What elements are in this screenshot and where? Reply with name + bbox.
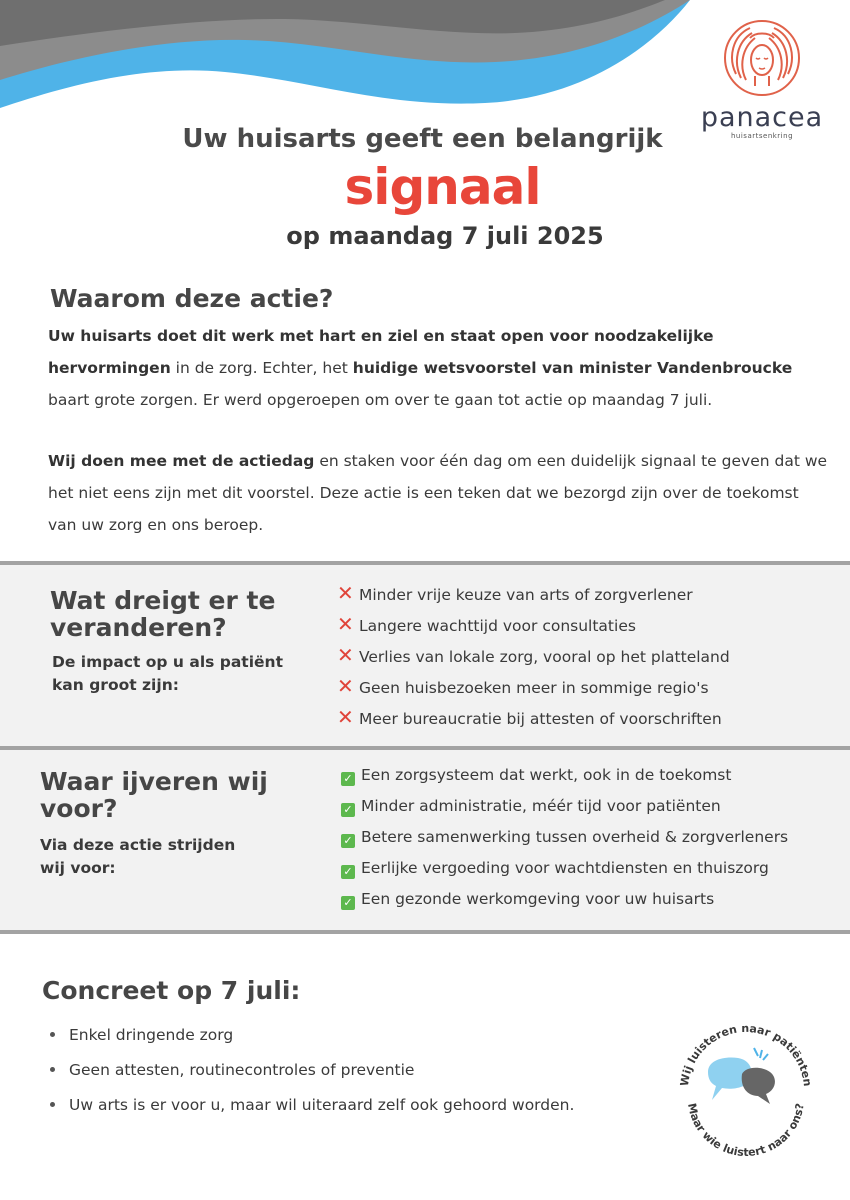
threat-subtitle: [52, 651, 283, 697]
list-item: ✓ Betere samenwerking tussen overheid & zorgverleners: [341, 822, 788, 853]
logo-wordmark: panacea: [700, 102, 824, 133]
list-item: ✕ Geen huisbezoeken meer in sommige regio's: [337, 671, 730, 702]
why-p1-text-1: in de zorg. Echter, het: [170, 359, 353, 377]
list-item: ✓ Een gezonde werkomgeving voor uw huisarts: [341, 884, 788, 915]
checkmark-icon: ✓: [341, 865, 355, 879]
svg-text:Maar wie luistert naar ons?: [685, 1102, 807, 1159]
strive-subtitle: [40, 834, 235, 880]
concrete-title: Concreet op 7 juli:: [42, 976, 301, 1005]
why-p2-text: en staken voor één dag om een duidelijk signaal te geven dat we het niet eens zijn met dit voorstel. Deze actie is een teken dat we bezorgd zijn over de toekomst van uw zorg en ons beroep.: [48, 452, 828, 534]
strive-title-line-2: voor?: [40, 793, 118, 823]
checkmark-icon: ✓: [341, 772, 355, 786]
threat-title: [50, 588, 275, 642]
header-line-1: Uw huisarts geeft een belangrijk: [182, 124, 663, 154]
divider-3: [0, 930, 850, 934]
threat-subtitle-line-1: De impact op u als patiënt: [52, 653, 283, 671]
list-item: Uw arts is er voor u, maar wil uiteraard zelf ook gehoord worden.: [50, 1088, 574, 1123]
threat-title-line-2: veranderen?: [50, 612, 227, 642]
why-p2-bold: Wij doen mee met de actiedag: [48, 452, 315, 470]
list-item: ✕ Meer bureaucratie bij attesten of voorschriften: [337, 702, 730, 733]
why-p1-text-2: baart grote zorgen. Er werd opgeroepen om over te gaan tot actie op maandag 7 juli.: [48, 391, 713, 409]
list-item: ✕ Minder vrije keuze van arts of zorgverlener: [337, 578, 730, 609]
threat-list: [337, 578, 730, 733]
panacea-logo: [694, 18, 830, 140]
why-paragraph-2: [48, 445, 828, 541]
listening-badge: [666, 1012, 826, 1162]
why-p1-bold-2: huidige wetsvoorstel van minister Vandenbroucke: [352, 359, 793, 377]
strive-title-line-1: Waar ijveren wij: [40, 767, 268, 796]
cross-icon: ✕: [337, 705, 354, 729]
bullet-dot-icon: [50, 1067, 55, 1072]
concrete-list: [50, 1018, 574, 1123]
checkmark-icon: ✓: [341, 896, 355, 910]
cross-icon: ✕: [337, 643, 354, 667]
cross-icon: ✕: [337, 674, 354, 698]
checkmark-icon: ✓: [341, 834, 355, 848]
threat-subtitle-line-2: kan groot zijn:: [52, 676, 179, 694]
bullet-dot-icon: [50, 1102, 55, 1107]
strive-subtitle-line-1: Via deze actie strijden: [40, 836, 236, 854]
bullet-dot-icon: [50, 1032, 55, 1037]
list-item: Geen attesten, routinecontroles of preventie: [50, 1053, 574, 1088]
badge-top-text: Wij luisteren naar patiënten: [677, 1021, 814, 1088]
why-title: Waarom deze actie?: [50, 284, 334, 313]
header-signaal: signaal: [344, 158, 541, 216]
strive-list: [341, 760, 788, 915]
speech-bubbles-icon: [708, 1048, 775, 1104]
list-item: Enkel dringende zorg: [50, 1018, 574, 1053]
woman-face-logo-icon: [722, 18, 802, 98]
logo-subtitle: huisartsenkring: [730, 132, 794, 140]
threat-title-line-1: Wat dreigt er te: [50, 586, 276, 615]
why-p1-bold-1: Uw huisarts doet dit werk met hart en ziel en staat open voor noodzakelijke hervormingen: [48, 327, 714, 377]
cross-icon: ✕: [337, 612, 354, 636]
list-item: ✓ Een zorgsysteem dat werkt, ook in de toekomst: [341, 760, 788, 791]
list-item: ✕ Verlies van lokale zorg, vooral op het platteland: [337, 640, 730, 671]
cross-icon: ✕: [337, 581, 354, 605]
strive-title: [40, 769, 268, 823]
badge-bottom-text: Maar wie luistert naar ons?: [685, 1102, 807, 1160]
list-item: ✓ Minder administratie, méér tijd voor patiënten: [341, 791, 788, 822]
strive-subtitle-line-2: wij voor:: [40, 859, 116, 877]
list-item: ✕ Langere wachttijd voor consultaties: [337, 609, 730, 640]
list-item: ✓ Eerlijke vergoeding voor wachtdiensten en thuiszorg: [341, 853, 788, 884]
header-date: op maandag 7 juli 2025: [286, 222, 604, 250]
why-paragraph-1: [48, 320, 828, 416]
checkmark-icon: ✓: [341, 803, 355, 817]
